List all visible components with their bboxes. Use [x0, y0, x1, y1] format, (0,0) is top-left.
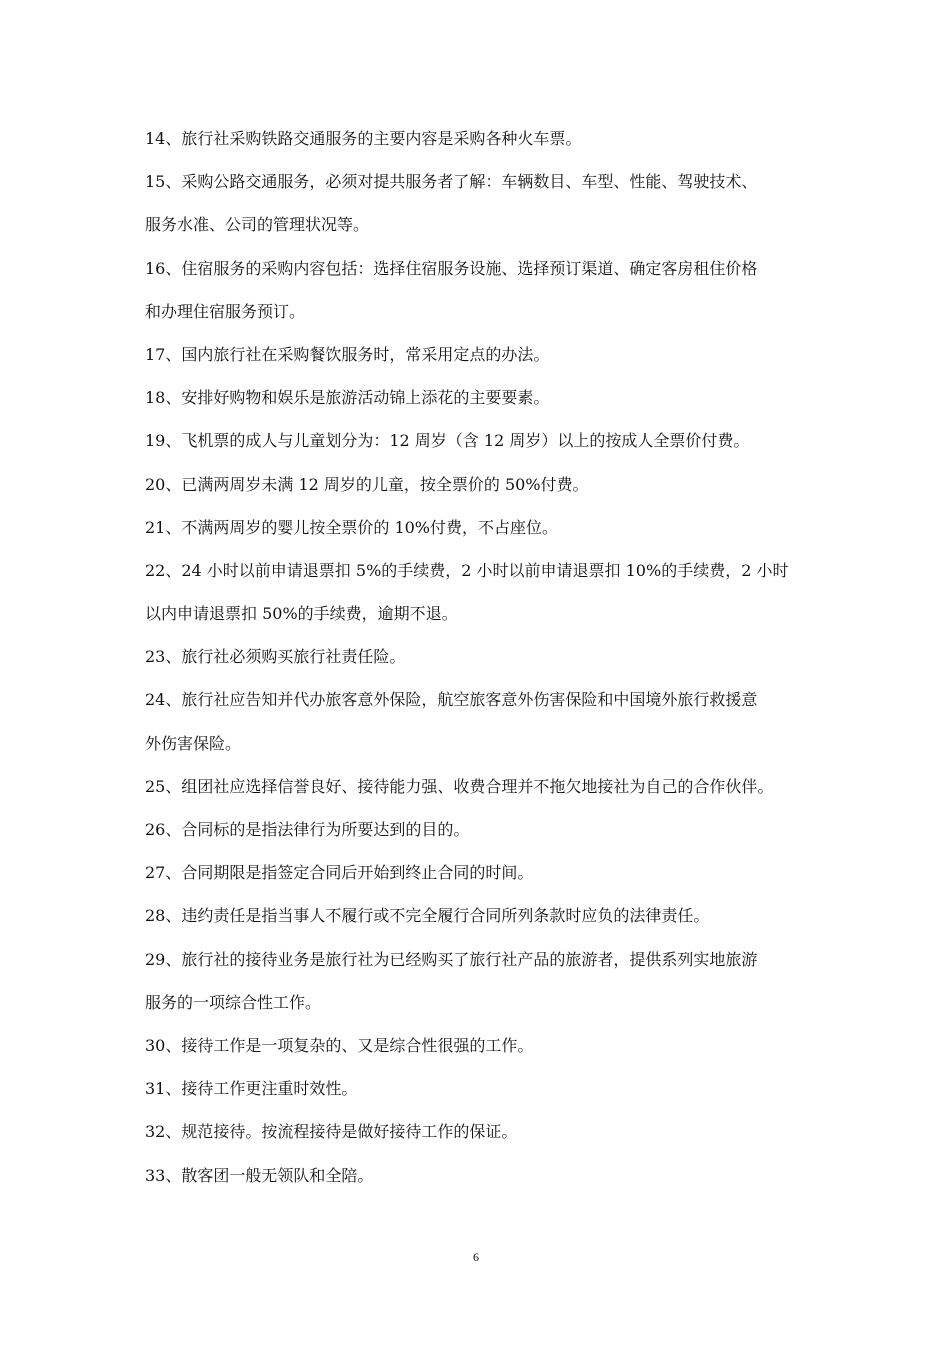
text-line: 26、合同标的是指法律行为所要达到的目的。 — [145, 820, 470, 839]
text-line: 外伤害保险。 — [145, 733, 242, 753]
page-body — [145, 117, 815, 1197]
text-line: 20、已满两周岁未满 12 周岁的儿童，按全票价的 50%付费。 — [145, 474, 589, 494]
text-line: 25、组团社应选择信誉良好、接待能力强、收费合理并不拖欠地接社为自己的合作伙伴。 — [145, 776, 774, 796]
text-line: 18、安排好购物和娱乐是旅游活动锦上添花的主要要素。 — [145, 388, 550, 408]
text-line: 31、接待工作更注重时效性。 — [145, 1079, 358, 1099]
text-line: 27、合同期限是指签定合同后开始到终止合同的时间。 — [145, 863, 534, 883]
text-line: 23、旅行社必须购买旅行社责任险。 — [145, 647, 406, 667]
text-line: 19、飞机票的成人与儿童划分为：12 周岁（含 12 周岁）以上的按成人全票价付费。 — [145, 431, 750, 451]
text-line: 32、规范接待。按流程接待是做好接待工作的保证。 — [145, 1122, 518, 1142]
page-number: 6 — [473, 1250, 479, 1264]
text-line: 30、接待工作是一项复杂的、又是综合性很强的工作。 — [145, 1035, 534, 1055]
text-line: 33、散客团一般无领队和全陪。 — [145, 1165, 374, 1185]
text-line: 15、采购公路交通服务，必须对提共服务者了解：车辆数目、车型、性能、驾驶技术、 — [145, 172, 758, 192]
text-line: 以内申请退票扣 50%的手续费，逾期不退。 — [145, 604, 458, 624]
text-line: 服务的一项综合性工作。 — [145, 992, 322, 1012]
text-line: 29、旅行社的接待业务是旅行社为已经购买了旅行社产品的旅游者，提供系列实地旅游 — [145, 949, 758, 969]
text-line: 22、24 小时以前申请退票扣 5%的手续费，2 小时以前申请退票扣 10%的手续费，2 小时 — [145, 560, 789, 580]
text-line: 和办理住宿服务预订。 — [145, 301, 306, 321]
text-line: 14、旅行社采购铁路交通服务的主要内容是采购各种火车票。 — [145, 129, 582, 148]
text-line: 17、国内旅行社在采购餐饮服务时，常采用定点的办法。 — [145, 344, 550, 364]
text-line: 24、旅行社应告知并代办旅客意外保险，航空旅客意外伤害保险和中国境外旅行救援意 — [145, 690, 758, 710]
text-line: 28、违约责任是指当事人不履行或不完全履行合同所列条款时应负的法律责任。 — [145, 906, 710, 926]
text-line: 21、不满两周岁的婴儿按全票价的 10%付费，不占座位。 — [145, 517, 559, 537]
text-line: 16、住宿服务的采购内容包括：选择住宿服务设施、选择预订渠道、确定客房租住价格 — [145, 258, 758, 278]
text-line: 服务水准、公司的管理状况等。 — [145, 215, 370, 235]
